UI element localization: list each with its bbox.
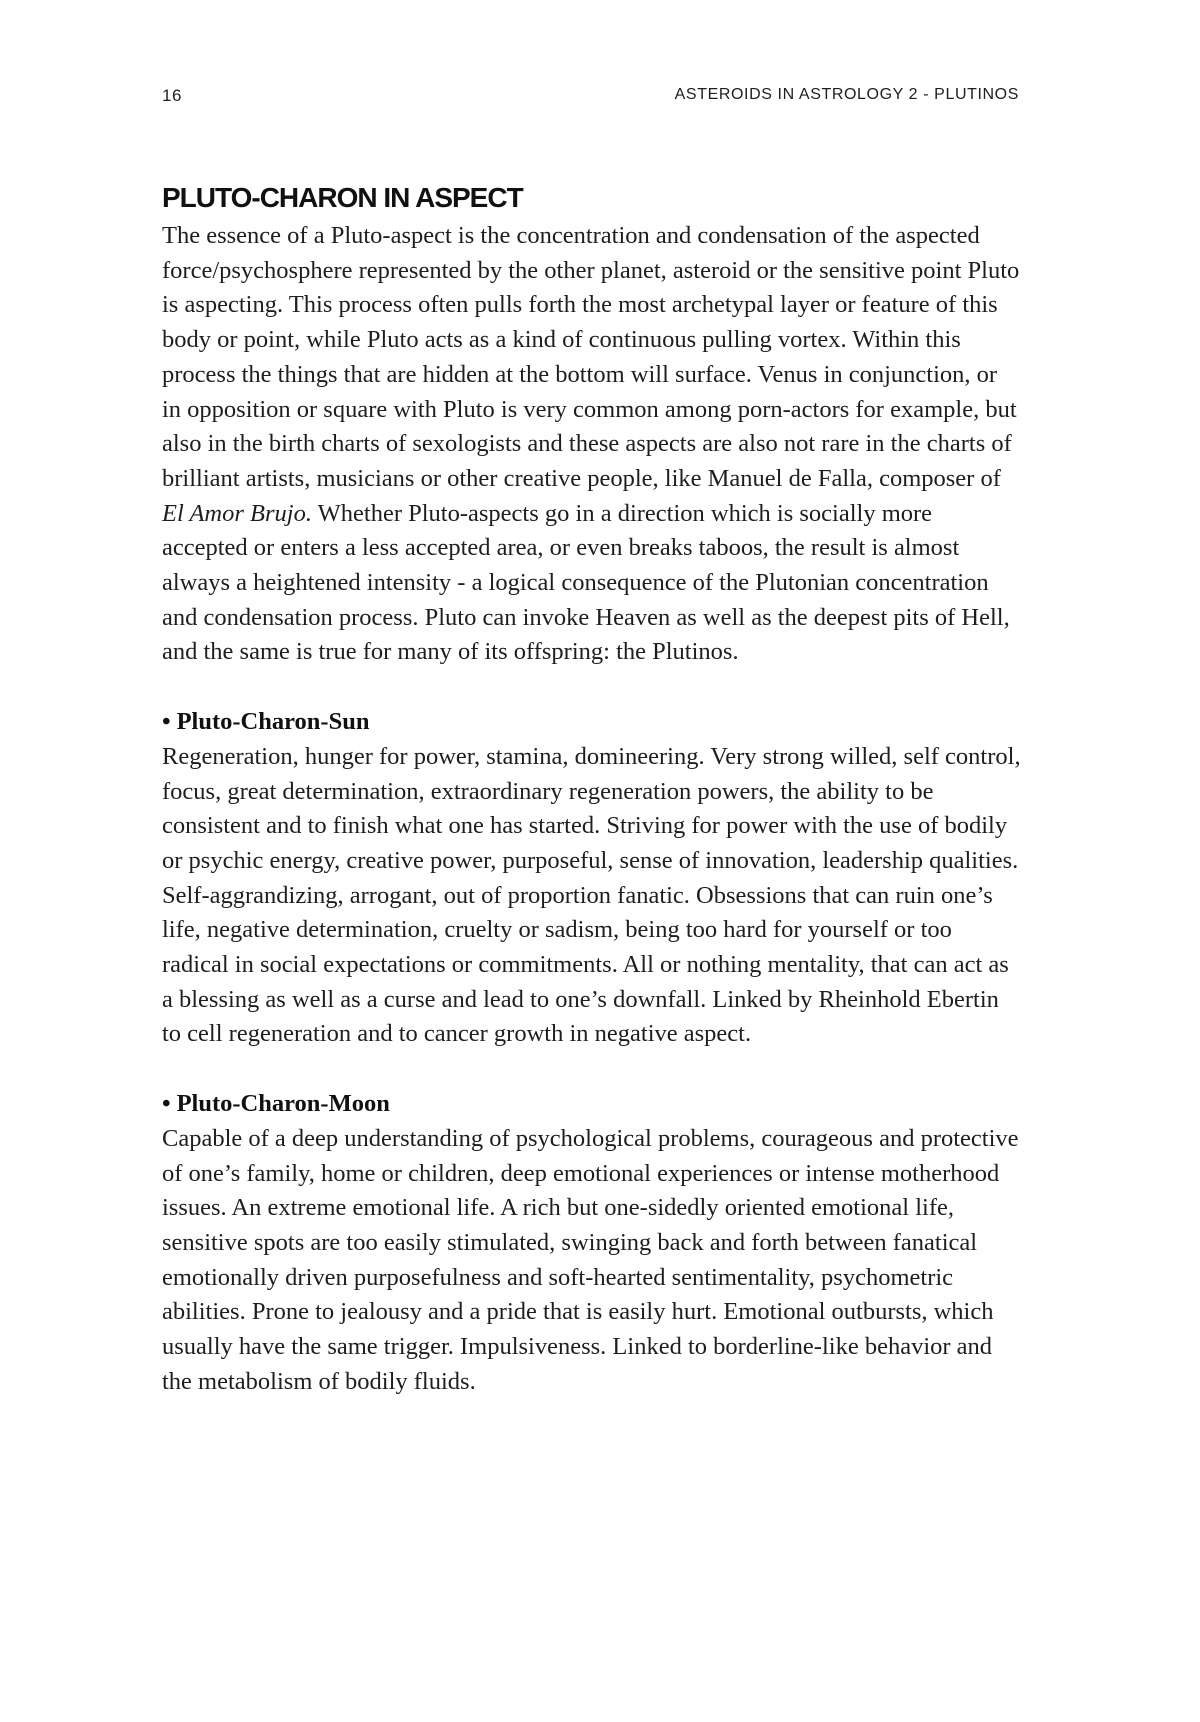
aspect-sun xyxy=(162,705,1022,1052)
aspect-title-moon xyxy=(162,1087,1022,1122)
intro-paragraph xyxy=(162,219,1022,670)
page-header xyxy=(162,86,1019,110)
aspect-title-text: Pluto-Charon-Moon xyxy=(176,1090,390,1118)
section-heading: PLUTO-CHARON IN ASPECT xyxy=(162,182,523,213)
aspect-description-sun: Regeneration, hunger for power, stamina, domineering. Very strong willed, self control, focus, great determination, extraordinary regeneration powers, the ability to be consistent and to finish what one has started. Striving for power with the use of bodily or psychic energy, creative power, purposeful, sense of innovation, leadership qualities. Self-aggrandizing, arrogant, out of proportion fanatic. Obsessions that can ruin one’s life, negative determination, cruelty or sadism, being too hard for yourself or too radical in social expectations or commitments. All or nothing mentality, that can act as a blessing as well as a curse and lead to one’s downfall. Linked by Rheinhold Ebertin to cell regeneration and to cancer growth in negative aspect. xyxy=(162,742,1021,1048)
intro-text-part1: The essence of a Pluto-aspect is the concentration and condensation of the aspected force/psychosphere represented by the other planet, asteroid or the sensitive point Pluto is aspecting. This process often pulls forth the most archetypal layer or feature of this body or point, while Pluto acts as a kind of continuous pulling vortex. Within this process the things that are hidden at the bottom will surface. Venus in conjunction, or in opposition or square with Pluto is very common among porn-actors for example, but also in the birth charts of sexologists and these aspects are also not rare in the charts of brilliant artists, musicians or other creative people, like Manuel de Falla, composer of xyxy=(162,222,1020,492)
book-title-italic: El Amor Brujo. xyxy=(162,499,312,527)
aspect-moon xyxy=(162,1087,1022,1399)
running-title: ASTEROIDS IN ASTROLOGY 2 - PLUTINOS xyxy=(674,86,1019,103)
page-number: 16 xyxy=(162,86,182,105)
page-content xyxy=(162,181,1022,1435)
aspect-title-text: Pluto-Charon-Sun xyxy=(176,708,370,736)
bullet-icon: • xyxy=(162,708,171,736)
intro-text-part2: Whether Pluto-aspects go in a direction which is socially more accepted or enters a less accepted area, or even breaks taboos, the result is almost always a heightened intensity - a logical consequence of the Plutonian concentration and condensation process. Pluto can invoke Heaven as well as the deepest pits of Hell, and the same is true for many of its offspring: the Plutinos. xyxy=(162,499,1010,666)
aspect-description-moon: Capable of a deep understanding of psychological problems, courageous and protective of one’s family, home or children, deep emotional experiences or intense motherhood issues. An extreme emotional life. A rich but one-sidedly oriented emotional life, sensitive spots are too easily stimulated, swinging back and forth between fanatical emotionally driven purposefulness and soft-hearted sentimentality, psychometric abilities. Prone to jealousy and a pride that is easily hurt. Emotional outbursts, which usually have the same trigger. Impulsiveness. Linked to borderline-like behavior and the metabolism of bodily fluids. xyxy=(162,1124,1019,1395)
aspect-title-sun xyxy=(162,705,1022,740)
bullet-icon: • xyxy=(162,1090,171,1118)
